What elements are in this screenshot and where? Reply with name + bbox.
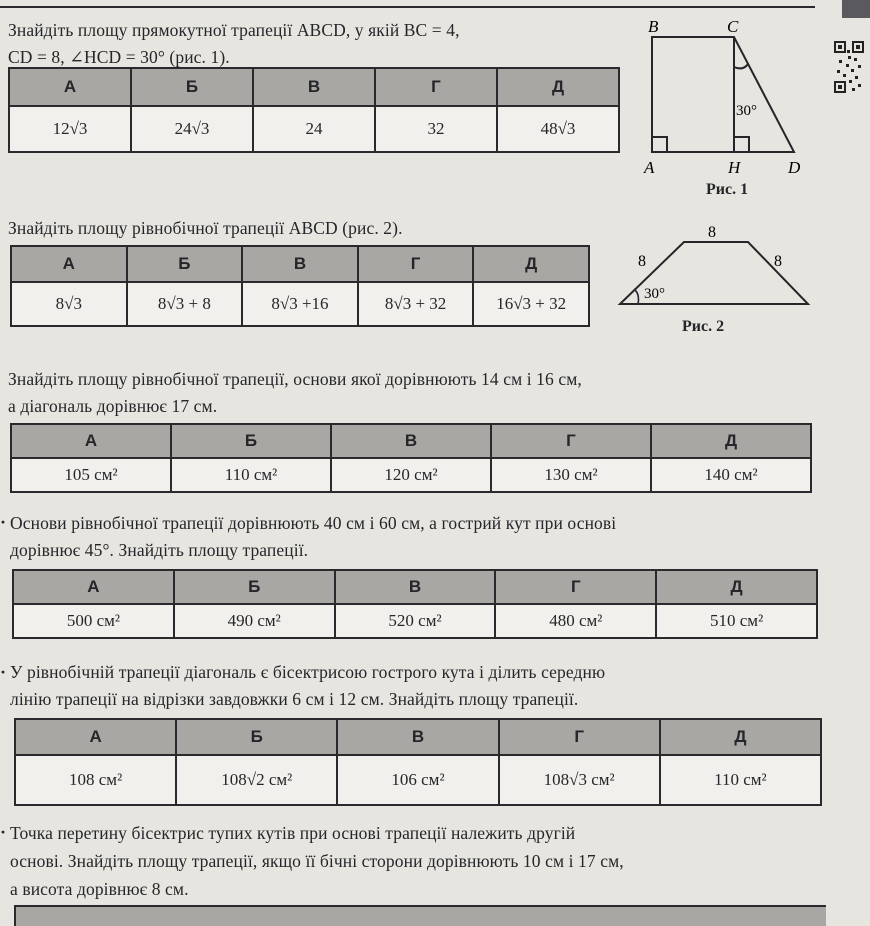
option-header-g: Г xyxy=(495,570,656,604)
option-header-a: А xyxy=(11,246,127,282)
question-6-line-2: основі. Знайдіть площу трапеції, якщо її бічні сторони дорівнюють 10 см і 17 см, xyxy=(10,851,624,871)
figure-1-caption: Рис. 1 xyxy=(706,181,749,198)
option-d[interactable]: 510 см² xyxy=(656,604,817,638)
fig1-label-c: C xyxy=(727,17,739,36)
top-rule xyxy=(0,0,815,8)
option-g[interactable]: 480 см² xyxy=(495,604,656,638)
page-tab xyxy=(842,0,870,18)
option-a[interactable]: 108 см² xyxy=(15,755,176,805)
fig2-left-length: 8 xyxy=(638,253,646,270)
answer-table-6-partial xyxy=(14,905,826,926)
question-4-line-1: Основи рівнобічної трапеції дорівнюють 40 см і 60 см, а гострий кут при основі xyxy=(10,513,617,533)
question-1 xyxy=(8,17,628,71)
option-g[interactable]: 8√3 + 32 xyxy=(358,282,474,326)
bullet-marker: · xyxy=(0,512,7,532)
question-5-line-2: лінію трапеції на відрізки завдовжки 6 см і 12 см. Знайдіть площу трапеції. xyxy=(10,689,579,709)
option-header-b: Б xyxy=(174,570,335,604)
option-header-a: А xyxy=(13,570,174,604)
fig2-angle-label: 30° xyxy=(644,286,665,302)
figure-2-trapezoid xyxy=(612,222,812,312)
option-header-d: Д xyxy=(660,719,821,755)
answer-table-4 xyxy=(12,569,818,639)
option-header-b: Б xyxy=(171,424,331,458)
option-header-a: А xyxy=(11,424,171,458)
option-header-a: А xyxy=(9,68,131,106)
option-d[interactable]: 110 см² xyxy=(660,755,821,805)
question-4-line-2: дорівнює 45°. Знайдіть площу трапеції. xyxy=(10,540,309,560)
fig1-angle-label: 30° xyxy=(736,103,757,119)
option-b[interactable]: 490 см² xyxy=(174,604,335,638)
qr-code-icon xyxy=(834,40,864,94)
option-b[interactable]: 108√2 см² xyxy=(176,755,337,805)
option-header-v: В xyxy=(242,246,358,282)
figure-1-trapezoid xyxy=(636,15,816,185)
figure-2-caption: Рис. 2 xyxy=(682,318,725,335)
option-header-v: В xyxy=(337,719,498,755)
question-1-line-1: Знайдіть площу прямокутної трапеції ABCD, у якій BC = 4, xyxy=(8,20,460,40)
option-v[interactable]: 8√3 +16 xyxy=(242,282,358,326)
option-b[interactable]: 24√3 xyxy=(131,106,253,152)
option-d[interactable]: 16√3 + 32 xyxy=(473,282,589,326)
fig1-label-h: H xyxy=(728,158,741,177)
option-v[interactable]: 106 см² xyxy=(337,755,498,805)
option-g[interactable]: 130 см² xyxy=(491,458,651,492)
option-header-v: В xyxy=(335,570,496,604)
option-header-g: Г xyxy=(499,719,660,755)
answer-table-3 xyxy=(10,423,812,493)
option-g[interactable]: 32 xyxy=(375,106,497,152)
option-header-d: Д xyxy=(473,246,589,282)
question-5 xyxy=(10,659,836,713)
option-a[interactable]: 105 см² xyxy=(11,458,171,492)
option-v[interactable]: 520 см² xyxy=(335,604,496,638)
fig1-label-b: B xyxy=(648,17,659,36)
option-d[interactable]: 140 см² xyxy=(651,458,811,492)
option-v[interactable]: 24 xyxy=(253,106,375,152)
question-3 xyxy=(8,366,828,420)
option-header-g: Г xyxy=(491,424,651,458)
question-5-line-1: У рівнобічній трапеції діагональ є бісектрисою гострого кута і ділить середню xyxy=(10,662,606,682)
option-header-v: В xyxy=(253,68,375,106)
answer-table-2 xyxy=(10,245,590,327)
option-d[interactable]: 48√3 xyxy=(497,106,619,152)
option-header-d: Д xyxy=(656,570,817,604)
fig1-label-a: A xyxy=(644,158,655,177)
option-a[interactable]: 500 см² xyxy=(13,604,174,638)
answer-table-1 xyxy=(8,67,620,153)
option-header-d: Д xyxy=(651,424,811,458)
question-3-line-2: а діагональ дорівнює 17 см. xyxy=(8,396,218,416)
option-g[interactable]: 108√3 см² xyxy=(499,755,660,805)
option-header-b: Б xyxy=(127,246,243,282)
question-4 xyxy=(10,510,832,564)
question-6-line-3: а висота дорівнює 8 см. xyxy=(10,879,189,899)
fig1-label-d: D xyxy=(788,158,801,177)
option-header-d: Д xyxy=(497,68,619,106)
option-a[interactable]: 12√3 xyxy=(9,106,131,152)
fig2-right-length: 8 xyxy=(774,253,782,270)
fig2-top-length: 8 xyxy=(708,224,716,241)
option-header-b: Б xyxy=(176,719,337,755)
option-header-b: Б xyxy=(131,68,253,106)
option-header-a: А xyxy=(15,719,176,755)
option-v[interactable]: 120 см² xyxy=(331,458,491,492)
question-1-line-2: CD = 8, ∠HCD = 30° (рис. 1). xyxy=(8,47,230,67)
question-3-line-1: Знайдіть площу рівнобічної трапеції, основи якої дорівнюють 14 см і 16 см, xyxy=(8,369,582,389)
option-a[interactable]: 8√3 xyxy=(11,282,127,326)
option-header-g: Г xyxy=(358,246,474,282)
option-header-g: Г xyxy=(375,68,497,106)
question-6 xyxy=(10,819,836,903)
answer-table-5 xyxy=(14,718,822,806)
option-b[interactable]: 8√3 + 8 xyxy=(127,282,243,326)
bullet-marker: · xyxy=(0,662,7,682)
question-6-line-1: Точка перетину бісектрис тупих кутів при основі трапеції належить другій xyxy=(10,823,576,843)
bullet-marker: · xyxy=(0,822,7,842)
question-2 xyxy=(8,215,608,242)
option-b[interactable]: 110 см² xyxy=(171,458,331,492)
option-header-v: В xyxy=(331,424,491,458)
question-2-line-1: Знайдіть площу рівнобічної трапеції ABCD (рис. 2). xyxy=(8,218,403,238)
